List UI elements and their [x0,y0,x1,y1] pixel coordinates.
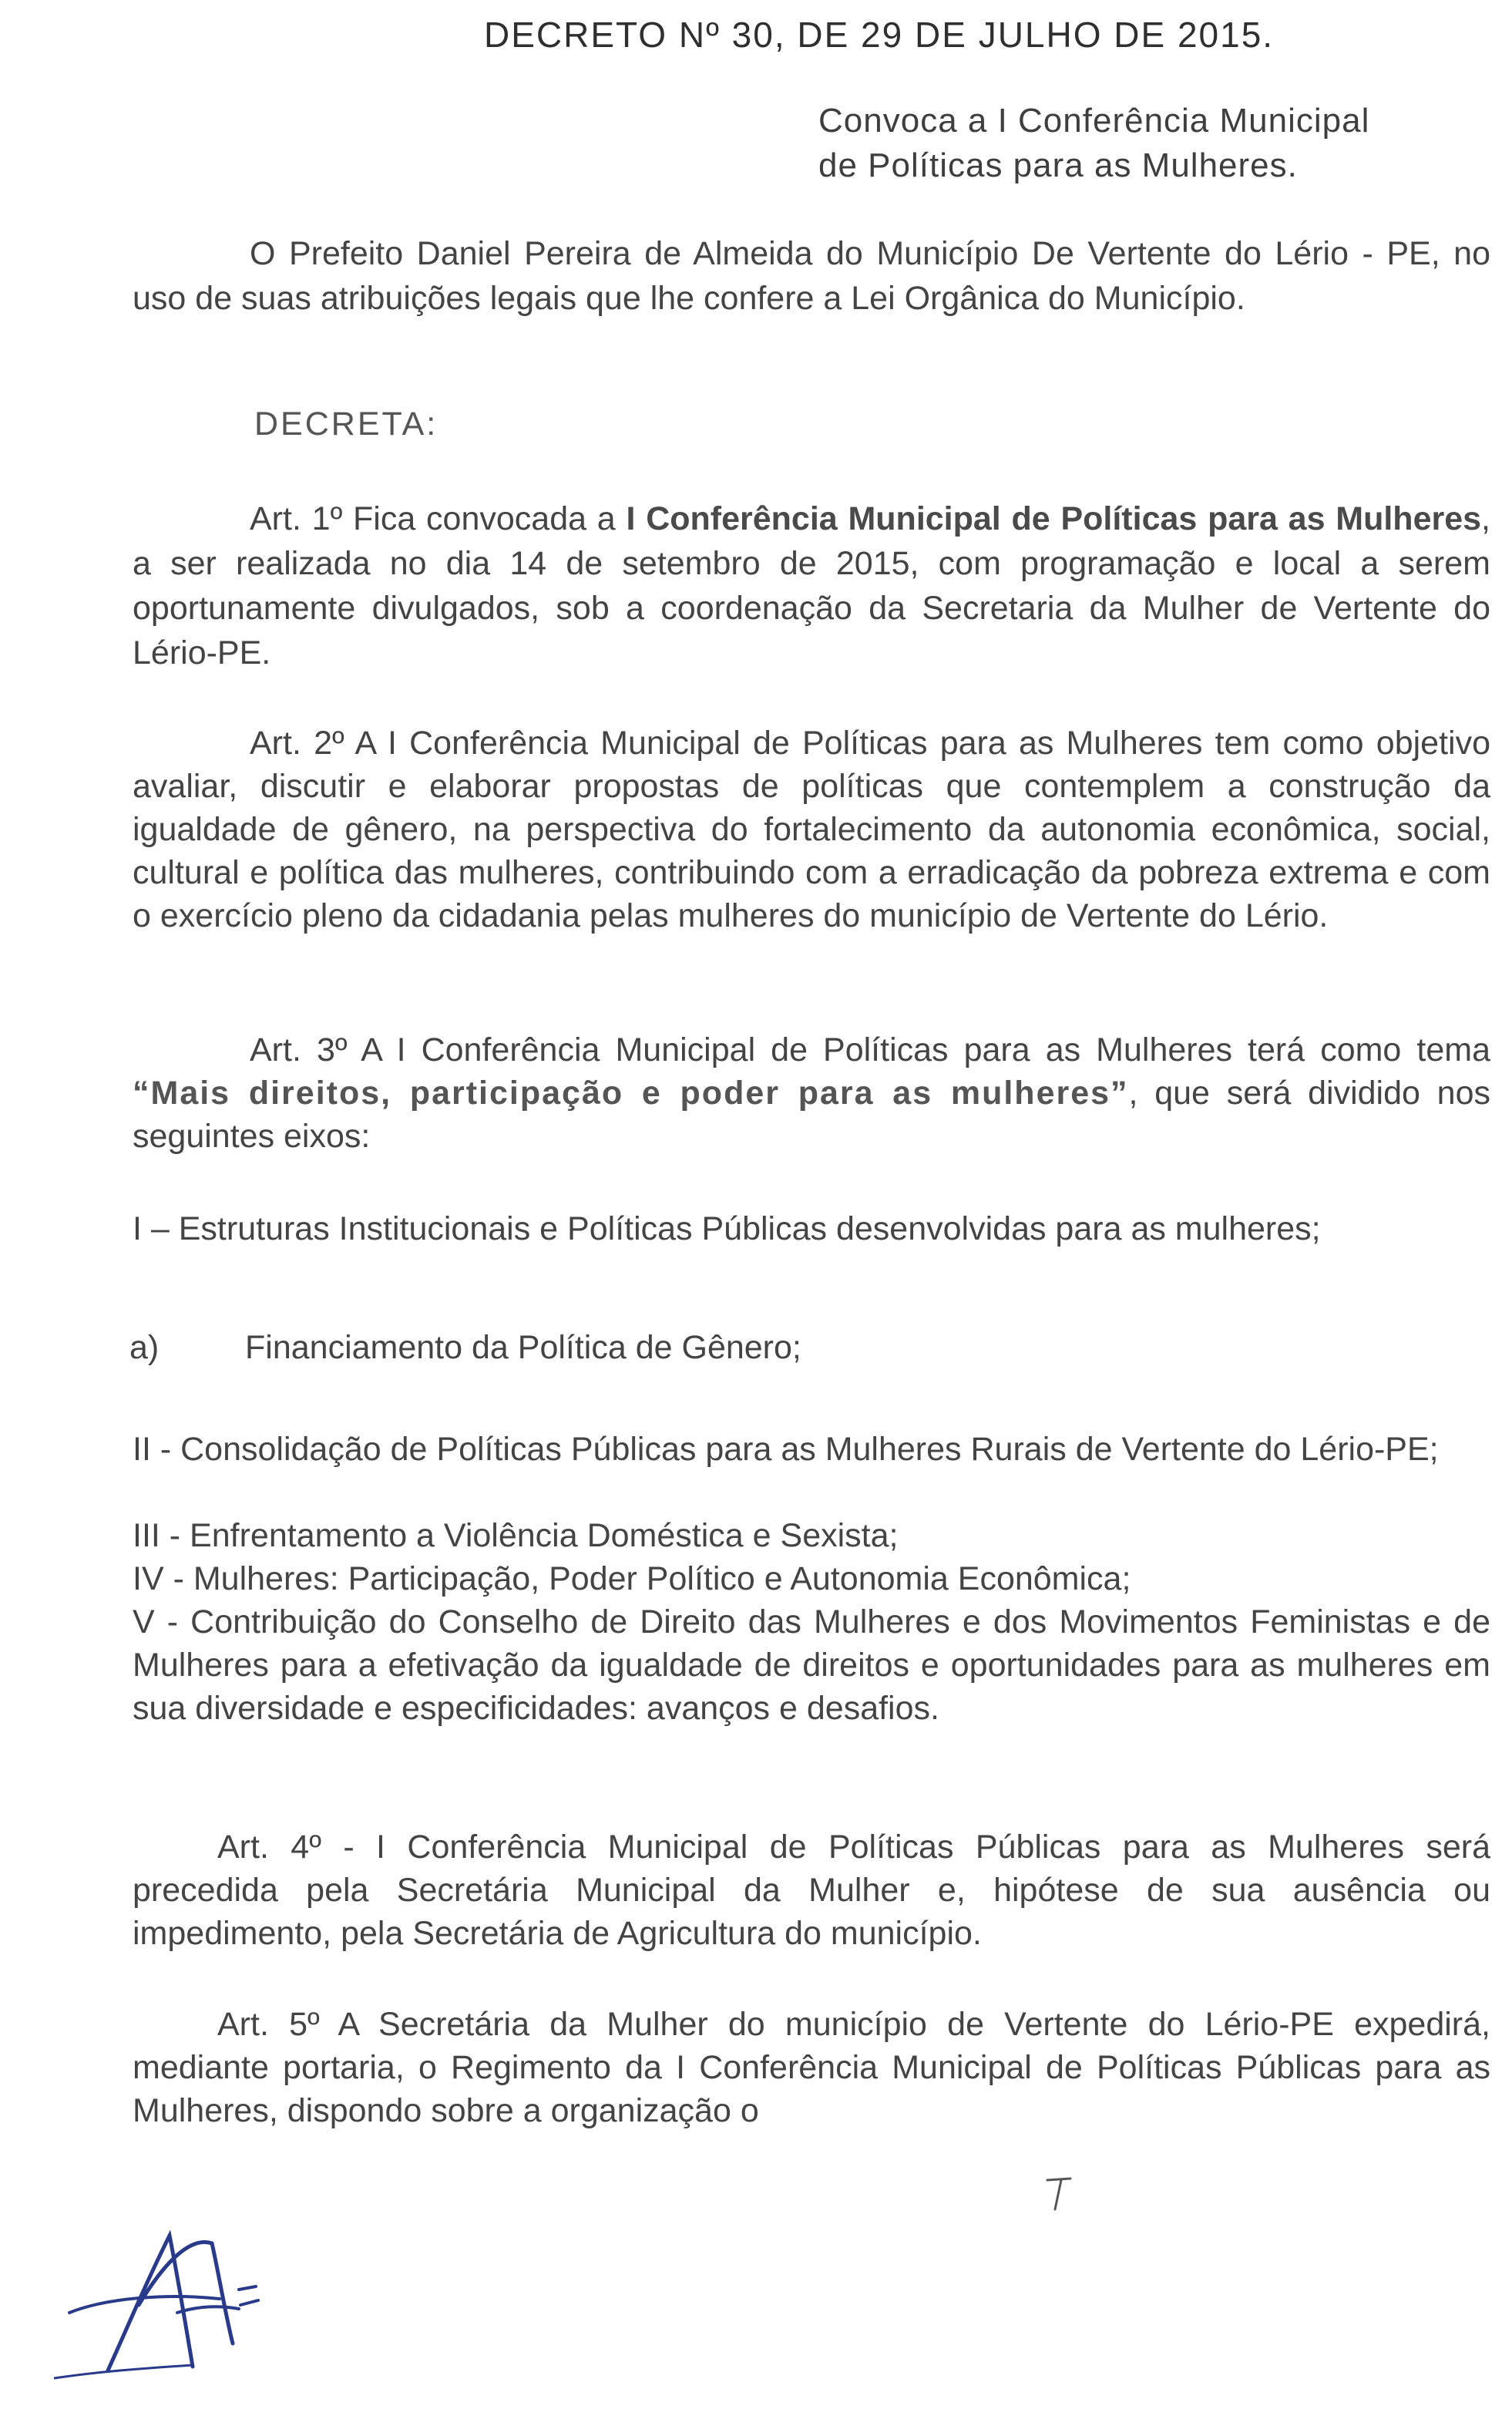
art1-prefix: Art. 1º Fica convocada a [250,500,627,537]
axis-iv: IV - Mulheres: Participação, Poder Político e Autonomia Econômica; [133,1560,1131,1597]
article-5: Art. 5º A Secretária da Mulher do município de Vertente do Lério-PE expedirá, mediante portaria, o Regimento da I Conferência Municipal de Políticas Públicas para as Mulheres, dispondo sobre a organização o [133,2006,1490,2129]
art1-rest: , a ser realizada no dia 14 de setembro de 2015, com programação e local a serem oportunamente divulgados, sob a coordenação da Secretaria da Mulher de Vertente do Lério-PE. [133,500,1490,671]
decree-ementa [818,99,1481,188]
art3-rest: , que será dividido nos seguintes eixos: [133,1075,1490,1155]
decreta-heading: DECRETA: [254,405,438,442]
axis-v: V - Contribuição do Conselho de Direito das Mulheres e dos Movimentos Feministas e de Mulheres para a efetivação da igualdade de direitos e oportunidades para as mulheres em sua diversidade e especificidades: avanços e desafios. [133,1603,1490,1727]
ementa-line-1: Convoca a I Conferência Municipal [818,102,1370,140]
article-4: Art. 4º - I Conferência Municipal de Políticas Públicas para as Mulheres será precedida pela Secretária Municipal da Mulher e, hipótese de sua ausência ou impedimento, pela Secretária de Agricultura do município. [133,1829,1490,1952]
signature-icon [54,2220,277,2382]
preamble-paragraph: O Prefeito Daniel Pereira de Almeida do Município De Vertente do Lério - PE, no uso de suas atribuições legais que lhe confere a Lei Orgânica do Município. [133,235,1490,317]
article-2: Art. 2º A I Conferência Municipal de Políticas para as Mulheres tem como objetivo avaliar, discutir e elaborar propostas de políticas que contemplem a construção da igualdade de gênero, na perspectiva do fortalecimento da autonomia econômica, social, cultural e política das mulheres, contribuindo com a erradicação da pobreza extrema e com o exercício pleno da cidadania pelas mulheres do município de Vertente do Lério. [133,725,1490,934]
axis-i-item-a [129,1329,801,1367]
article-1 [133,496,1490,675]
art3-prefix: Art. 3º A I Conferência Municipal de Políticas para as Mulheres terá como tema [250,1031,1490,1068]
pen-mark-icon [1044,2174,1075,2212]
ementa-line-2: de Políticas para as Mulheres. [818,146,1298,184]
axis-ii: II - Consolidação de Políticas Públicas para as Mulheres Rurais de Vertente do Lério-PE; [133,1431,1439,1468]
article-3 [133,1028,1490,1158]
decree-title: DECRETO Nº 30, DE 29 DE JULHO DE 2015. [484,15,1275,55]
item-a-text: Financiamento da Política de Gênero; [245,1329,801,1366]
axis-iii: III - Enfrentamento a Violência Doméstica e Sexista; [133,1517,899,1554]
axis-i: I – Estruturas Institucionais e Políticas Públicas desenvolvidas para as mulheres; [133,1210,1321,1247]
item-a-label: a) [129,1329,160,1366]
art3-theme: “Mais direitos, participação e poder para as mulheres” [133,1075,1129,1112]
art1-conference-name: I Conferência Municipal de Políticas para as Mulheres [626,500,1482,537]
